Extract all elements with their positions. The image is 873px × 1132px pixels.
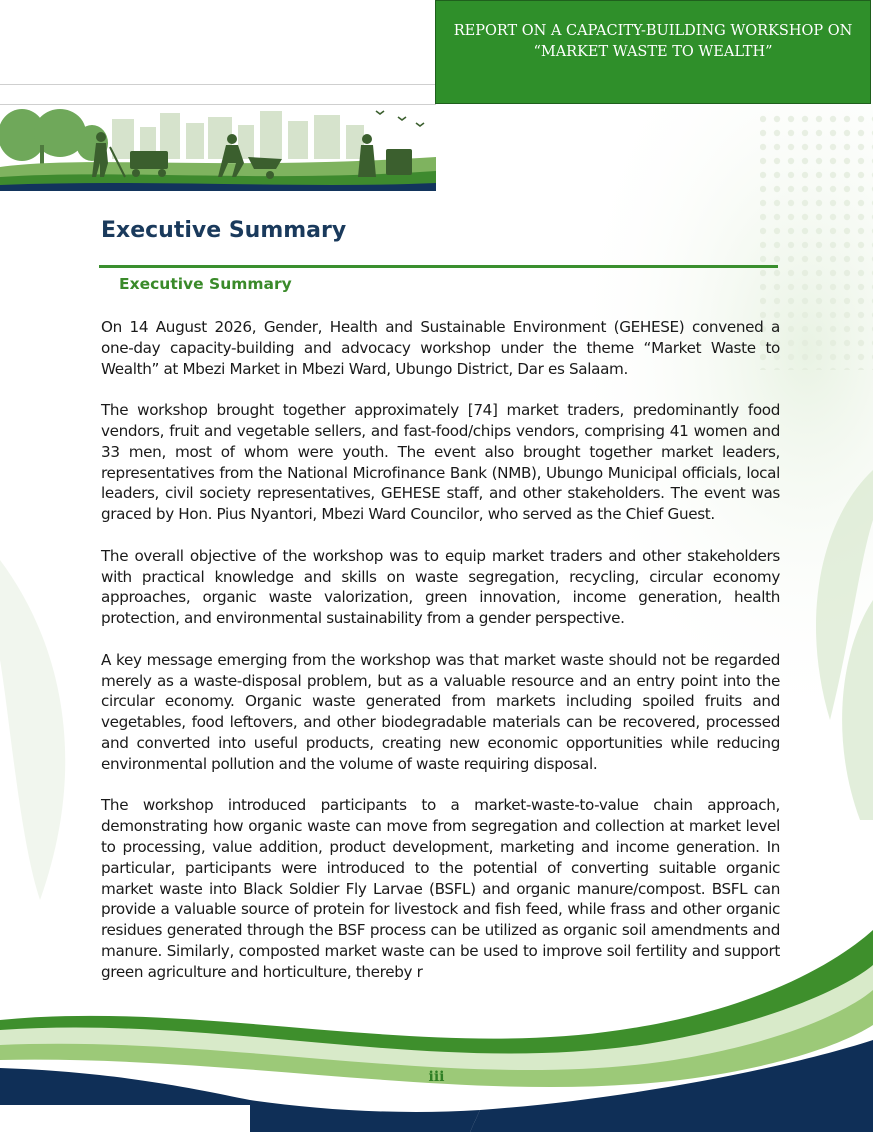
- header-rule: [0, 84, 436, 85]
- section-subheading: Executive Summary: [119, 275, 292, 293]
- page-number: iii: [428, 1069, 445, 1085]
- report-title-line-2: “MARKET WASTE TO WEALTH”: [533, 44, 773, 60]
- paragraph: On 14 August 2026, Gender, Health and Sustainable Environment (GEHESE) convened a one-day capacity-building and advocacy workshop under the theme “Market Waste to Wealth” at Mbezi Market in Mbezi Ward, Ubungo District, Dar es Salaam.: [101, 318, 780, 378]
- title-divider: [99, 265, 778, 268]
- paragraph: The workshop brought together approximately [74] market traders, predominantly food vendors, fruit and vegetable sellers, and fast-food/chips vendors, comprising 41 women and 33 men, most of whom were youth. The event also brought together market leaders, representatives from the National Microfinance Bank (NMB), Ubungo Municipal officials, local leaders, civil society representatives, GEHESE staff, and other stakeholders. The event was graced by Hon. Pius Nyantori, Mbezi Ward Councilor, who served as the Chief Guest.: [101, 401, 780, 524]
- paragraph: The workshop introduced participants to a market-waste-to-value chain approach, demonstrating how organic waste can move from segregation and collection at market level to processing, value addition, product development, marketing and income generation. In particular, participants were introduced to the potential of converting suitable organic market waste into Black Soldier Fly Larvae (BSFL) and organic manure/compost. BSFL can provide a valuable source of protein for livestock and fish feed, while frass and other organic residues generated through the BSF process can be utilized as organic soil amendments and manure. Similarly, composted market waste can be used to improve soil fertility and support green agriculture and horticulture, thereby r: [101, 796, 780, 981]
- market-waste-banner-illustration: [0, 105, 436, 191]
- paragraph: The overall objective of the workshop was to equip market traders and other stakeholders with practical knowledge and skills on waste segregation, recycling, circular economy approaches, organic waste valorization, green innovation, income generation, health protection, and environmental sustainability from a gender perspective.: [101, 546, 780, 628]
- footer-white-block: [0, 1105, 250, 1132]
- paragraph: A key message emerging from the workshop was that market waste should not be regarded merely as a waste-disposal problem, but as a valuable resource and an entry point into the circular economy. Organic waste generated from markets including spoiled fruits and vegetables, food leftovers, and other biodegradable materials can be recovered, processed and converted into useful products, creating new economic opportunities while reducing environmental pollution and the volume of waste requiring disposal.: [101, 650, 780, 773]
- body-text: [101, 317, 780, 1003]
- page-title: Executive Summary: [101, 218, 347, 243]
- report-title-box: [435, 0, 871, 104]
- report-title-line-1: REPORT ON A CAPACITY-BUILDING WORKSHOP ON: [453, 23, 853, 39]
